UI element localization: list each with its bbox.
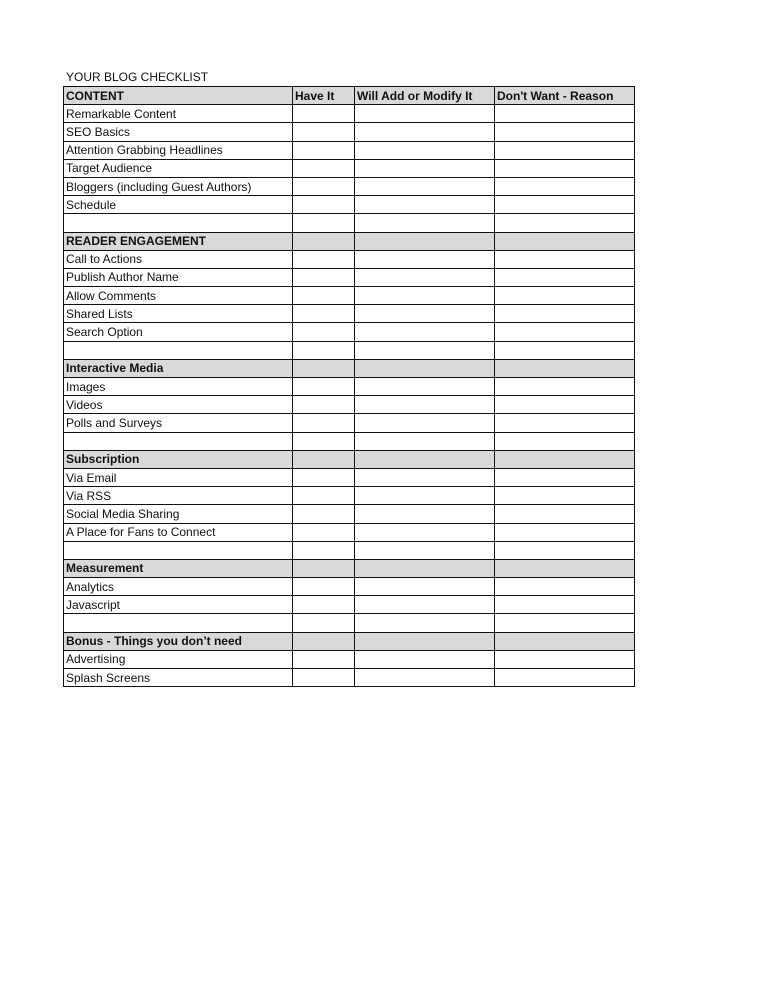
item-label: Search Option — [64, 323, 293, 341]
will-add-cell — [355, 632, 495, 650]
item-label: Via Email — [64, 468, 293, 486]
will-add-cell[interactable] — [355, 468, 495, 486]
have-it-cell[interactable] — [293, 177, 355, 195]
will-add-cell[interactable] — [355, 650, 495, 668]
have-it-cell[interactable] — [293, 378, 355, 396]
checklist-row — [64, 596, 635, 614]
have-it-cell[interactable] — [293, 414, 355, 432]
checklist-row — [64, 523, 635, 541]
will-add-cell[interactable] — [355, 523, 495, 541]
item-label: Publish Author Name — [64, 268, 293, 286]
spacer-row — [64, 541, 635, 559]
have-it-cell[interactable] — [293, 323, 355, 341]
spacer-row — [64, 341, 635, 359]
will-add-cell[interactable] — [355, 669, 495, 687]
dont-want-cell[interactable] — [495, 596, 635, 614]
dont-want-cell[interactable] — [495, 323, 635, 341]
column-header-have-it: Have It — [293, 87, 355, 105]
will-add-cell — [355, 359, 495, 377]
will-add-cell — [355, 450, 495, 468]
dont-want-cell — [495, 341, 635, 359]
checklist-row — [64, 323, 635, 341]
item-label: Images — [64, 378, 293, 396]
have-it-cell — [293, 359, 355, 377]
section-header-row — [64, 450, 635, 468]
have-it-cell — [293, 632, 355, 650]
checklist-title: YOUR BLOG CHECKLIST — [66, 70, 209, 84]
section-header-row — [64, 559, 635, 577]
section-header-row — [64, 232, 635, 250]
dont-want-cell[interactable] — [495, 414, 635, 432]
checklist-row — [64, 287, 635, 305]
item-label: Javascript — [64, 596, 293, 614]
section-label: Bonus - Things you don’t need — [64, 632, 293, 650]
checklist-row — [64, 250, 635, 268]
section-header-row — [64, 87, 635, 105]
item-label: A Place for Fans to Connect — [64, 523, 293, 541]
will-add-cell[interactable] — [355, 305, 495, 323]
dont-want-cell — [495, 232, 635, 250]
have-it-cell — [293, 559, 355, 577]
have-it-cell[interactable] — [293, 578, 355, 596]
dont-want-cell[interactable] — [495, 650, 635, 668]
item-label: Remarkable Content — [64, 105, 293, 123]
have-it-cell[interactable] — [293, 250, 355, 268]
checklist-row — [64, 650, 635, 668]
dont-want-cell[interactable] — [495, 141, 635, 159]
section-label: READER ENGAGEMENT — [64, 232, 293, 250]
dont-want-cell — [495, 632, 635, 650]
item-label — [64, 214, 293, 232]
item-label: Advertising — [64, 650, 293, 668]
have-it-cell[interactable] — [293, 196, 355, 214]
will-add-cell[interactable] — [355, 578, 495, 596]
will-add-cell[interactable] — [355, 105, 495, 123]
checklist-row — [64, 123, 635, 141]
section-label: Measurement — [64, 559, 293, 577]
checklist-row — [64, 378, 635, 396]
will-add-cell[interactable] — [355, 268, 495, 286]
checklist-row — [64, 268, 635, 286]
item-label: Schedule — [64, 196, 293, 214]
section-label: Interactive Media — [64, 359, 293, 377]
dont-want-cell[interactable] — [495, 123, 635, 141]
checklist-row — [64, 177, 635, 195]
dont-want-cell[interactable] — [495, 268, 635, 286]
dont-want-cell[interactable] — [495, 196, 635, 214]
dont-want-cell[interactable] — [495, 487, 635, 505]
dont-want-cell — [495, 541, 635, 559]
dont-want-cell — [495, 359, 635, 377]
will-add-cell[interactable] — [355, 414, 495, 432]
dont-want-cell[interactable] — [495, 669, 635, 687]
will-add-cell[interactable] — [355, 123, 495, 141]
checklist-row — [64, 396, 635, 414]
checklist-row — [64, 141, 635, 159]
have-it-cell[interactable] — [293, 287, 355, 305]
dont-want-cell — [495, 614, 635, 632]
have-it-cell[interactable] — [293, 105, 355, 123]
will-add-cell[interactable] — [355, 177, 495, 195]
have-it-cell[interactable] — [293, 159, 355, 177]
item-label: Target Audience — [64, 159, 293, 177]
will-add-cell[interactable] — [355, 378, 495, 396]
checklist-row — [64, 159, 635, 177]
will-add-cell[interactable] — [355, 323, 495, 341]
checklist-row — [64, 505, 635, 523]
have-it-cell — [293, 450, 355, 468]
spacer-row — [64, 214, 635, 232]
item-label: Shared Lists — [64, 305, 293, 323]
dont-want-cell[interactable] — [495, 305, 635, 323]
item-label — [64, 341, 293, 359]
will-add-cell[interactable] — [355, 505, 495, 523]
item-label: Allow Comments — [64, 287, 293, 305]
item-label: Attention Grabbing Headlines — [64, 141, 293, 159]
have-it-cell — [293, 214, 355, 232]
column-header-will-add: Will Add or Modify It — [355, 87, 495, 105]
checklist-row — [64, 414, 635, 432]
dont-want-cell[interactable] — [495, 177, 635, 195]
will-add-cell[interactable] — [355, 396, 495, 414]
dont-want-cell — [495, 214, 635, 232]
dont-want-cell[interactable] — [495, 505, 635, 523]
item-label: Polls and Surveys — [64, 414, 293, 432]
will-add-cell[interactable] — [355, 159, 495, 177]
dont-want-cell[interactable] — [495, 159, 635, 177]
dont-want-cell[interactable] — [495, 468, 635, 486]
have-it-cell — [293, 341, 355, 359]
dont-want-cell[interactable] — [495, 523, 635, 541]
item-label: Via RSS — [64, 487, 293, 505]
checklist-row — [64, 468, 635, 486]
column-header-dont-want: Don't Want - Reason — [495, 87, 635, 105]
item-label: Bloggers (including Guest Authors) — [64, 177, 293, 195]
have-it-cell — [293, 614, 355, 632]
have-it-cell[interactable] — [293, 396, 355, 414]
section-label: CONTENT — [64, 87, 293, 105]
have-it-cell[interactable] — [293, 505, 355, 523]
will-add-cell[interactable] — [355, 487, 495, 505]
item-label: Call to Actions — [64, 250, 293, 268]
have-it-cell[interactable] — [293, 268, 355, 286]
item-label — [64, 614, 293, 632]
checklist-body — [64, 87, 635, 687]
dont-want-cell[interactable] — [495, 378, 635, 396]
will-add-cell[interactable] — [355, 196, 495, 214]
item-label: Videos — [64, 396, 293, 414]
have-it-cell[interactable] — [293, 596, 355, 614]
dont-want-cell — [495, 450, 635, 468]
dont-want-cell[interactable] — [495, 250, 635, 268]
checklist-row — [64, 578, 635, 596]
dont-want-cell[interactable] — [495, 396, 635, 414]
dont-want-cell[interactable] — [495, 578, 635, 596]
have-it-cell[interactable] — [293, 305, 355, 323]
spacer-row — [64, 432, 635, 450]
have-it-cell[interactable] — [293, 468, 355, 486]
item-label — [64, 541, 293, 559]
have-it-cell — [293, 541, 355, 559]
spacer-row — [64, 614, 635, 632]
have-it-cell[interactable] — [293, 123, 355, 141]
checklist-row — [64, 669, 635, 687]
will-add-cell[interactable] — [355, 287, 495, 305]
have-it-cell[interactable] — [293, 669, 355, 687]
dont-want-cell[interactable] — [495, 287, 635, 305]
will-add-cell[interactable] — [355, 141, 495, 159]
have-it-cell — [293, 232, 355, 250]
have-it-cell[interactable] — [293, 650, 355, 668]
dont-want-cell — [495, 432, 635, 450]
have-it-cell — [293, 432, 355, 450]
checklist-table — [63, 86, 635, 687]
will-add-cell — [355, 541, 495, 559]
will-add-cell — [355, 214, 495, 232]
will-add-cell — [355, 341, 495, 359]
item-label: Social Media Sharing — [64, 505, 293, 523]
will-add-cell — [355, 232, 495, 250]
have-it-cell[interactable] — [293, 487, 355, 505]
item-label: Splash Screens — [64, 669, 293, 687]
section-header-row — [64, 632, 635, 650]
have-it-cell[interactable] — [293, 141, 355, 159]
checklist-row — [64, 196, 635, 214]
will-add-cell[interactable] — [355, 250, 495, 268]
will-add-cell[interactable] — [355, 596, 495, 614]
will-add-cell — [355, 559, 495, 577]
item-label: Analytics — [64, 578, 293, 596]
section-label: Subscription — [64, 450, 293, 468]
dont-want-cell — [495, 559, 635, 577]
checklist-row — [64, 105, 635, 123]
checklist-row — [64, 487, 635, 505]
will-add-cell — [355, 432, 495, 450]
section-header-row — [64, 359, 635, 377]
checklist-row — [64, 305, 635, 323]
dont-want-cell[interactable] — [495, 105, 635, 123]
item-label: SEO Basics — [64, 123, 293, 141]
have-it-cell[interactable] — [293, 523, 355, 541]
will-add-cell — [355, 614, 495, 632]
item-label — [64, 432, 293, 450]
